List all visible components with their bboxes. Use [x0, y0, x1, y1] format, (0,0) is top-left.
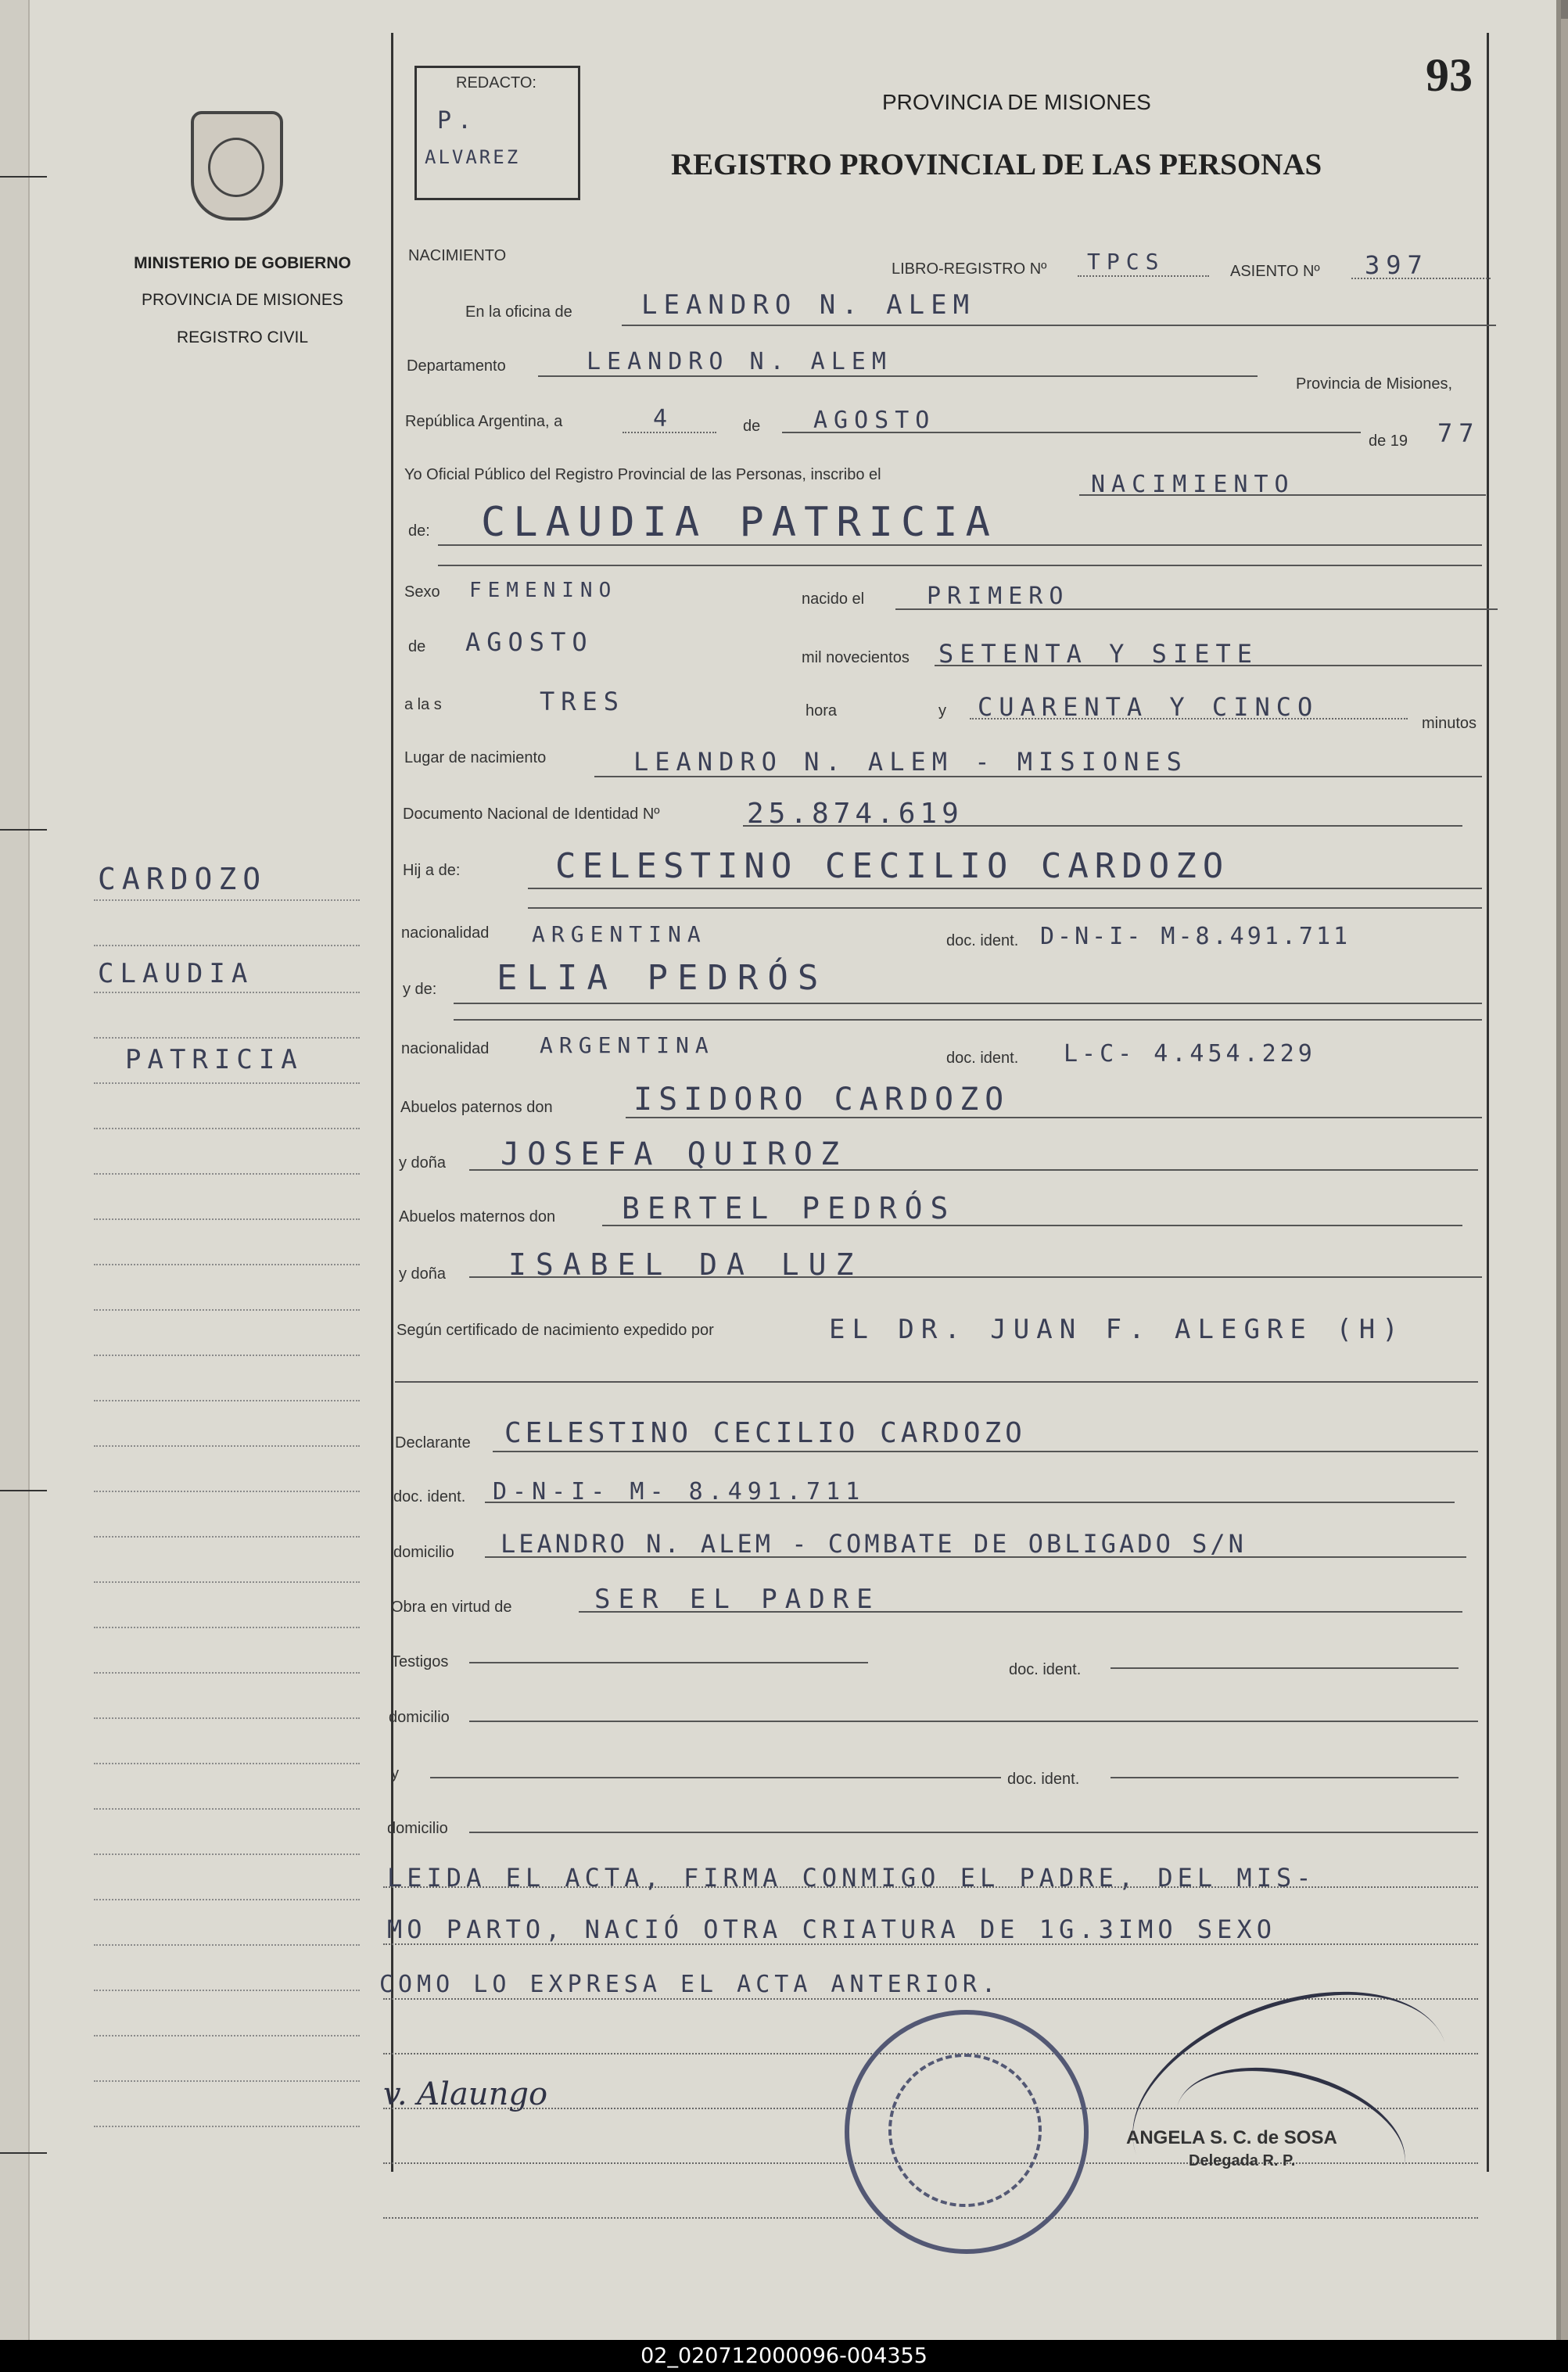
yde-label: y de: [403, 981, 437, 998]
certificado-value: EL DR. JUAN F. ALEGRE (H) [829, 1314, 1405, 1345]
nac-padre-value: ARGENTINA [532, 921, 707, 947]
footer-code: 02_020712000096-004355 [640, 2344, 928, 2368]
footer-bar [0, 2340, 1568, 2372]
dona-pat-label: y doña [399, 1154, 447, 1172]
dni-label: Documento Nacional de Identidad Nº [403, 806, 660, 823]
testigo2-domicilio-label: domicilio [387, 1820, 448, 1837]
abuelo-mat-value: BERTEL PEDRÓS [622, 1191, 956, 1225]
ministry-title: MINISTERIO DE GOBIERNO [134, 254, 351, 272]
redacto-value-2: ALVAREZ [425, 146, 521, 168]
testigos-doc-label: doc. ident. [1009, 1661, 1082, 1678]
dia-value: 4 [653, 405, 674, 432]
mil-label: mil novecientos [802, 649, 910, 666]
doc-madre-value: L-C- 4.454.229 [1064, 1040, 1316, 1068]
provincia-misiones-label: Provincia de Misiones, [1296, 375, 1453, 393]
oficial-cargo: Delegada R. P. [1189, 2152, 1296, 2169]
declarante-signature: v. Alaungo [383, 2076, 548, 2112]
certificado-label: Según certificado de nacimiento expedido por [396, 1322, 714, 1339]
nota-line-1: LEIDA EL ACTA, FIRMA CONMIGO EL PADRE, DEL MIS- [387, 1863, 1316, 1893]
domicilio-label: domicilio [393, 1544, 454, 1561]
domicilio-value: LEANDRO N. ALEM - COMBATE DE OBLIGADO S/N [501, 1529, 1247, 1559]
obra-value: SER EL PADRE [594, 1584, 881, 1615]
libro-label: LIBRO-REGISTRO Nº [892, 260, 1047, 278]
obra-label: Obra en virtud de [391, 1599, 512, 1616]
ministry-civil: REGISTRO CIVIL [176, 328, 309, 346]
mes2-value: AGOSTO [465, 627, 594, 657]
nac-madre-value: ARGENTINA [540, 1032, 715, 1058]
minutos-label: minutos [1422, 715, 1477, 732]
doc-padre-label: doc. ident. [946, 932, 1019, 949]
nacido-value: PRIMERO [927, 583, 1070, 610]
oficial-label: Yo Oficial Público del Registro Provincial de las Personas, inscribo el [404, 466, 881, 483]
libro-value: TPCS [1087, 249, 1165, 275]
inscribo-value: NACIMIENTO [1091, 471, 1295, 498]
redacto-label: REDACTO: [456, 74, 536, 92]
margin-name2: PATRICIA [125, 1044, 303, 1075]
lugar-value: LEANDRO N. ALEM - MISIONES [633, 747, 1188, 777]
mes-value: AGOSTO [813, 407, 936, 434]
dona-mat-label: y doña [399, 1265, 447, 1283]
de-label: de [743, 418, 761, 435]
oficina-label: En la oficina de [465, 303, 572, 321]
asiento-value: 397 [1365, 250, 1429, 280]
doc-madre-label: doc. ident. [946, 1050, 1019, 1067]
ministry-province: PROVINCIA DE MISIONES [142, 291, 343, 309]
binding-tick [0, 2152, 47, 2154]
anio-value: SETENTA Y SIETE [938, 639, 1258, 669]
alas-label: a la s [404, 696, 442, 713]
departamento-label: Departamento [407, 357, 506, 375]
binding-edge [0, 0, 30, 2346]
nombre-value: CLAUDIA PATRICIA [481, 499, 998, 546]
testigo1-domicilio-label: domicilio [389, 1709, 450, 1726]
padre-value: CELESTINO CECILIO CARDOZO [555, 846, 1230, 886]
binding-tick [0, 1490, 47, 1491]
sexo-label: Sexo [404, 583, 440, 601]
nacionalidad-padre-label: nacionalidad [401, 924, 490, 942]
de-year-label: de 19 [1369, 432, 1408, 450]
margin-name1: CLAUDIA [98, 958, 254, 989]
official-seal-icon [845, 2010, 1089, 2254]
redacto-box [414, 66, 580, 200]
declarante-value: CELESTINO CECILIO CARDOZO [504, 1417, 1026, 1449]
declarante-label: Declarante [395, 1434, 471, 1452]
margin-surname: CARDOZO [98, 862, 267, 896]
sexo-value: FEMENINO [469, 579, 618, 602]
binding-tick [0, 176, 47, 178]
nacido-label: nacido el [802, 590, 865, 608]
oficina-value: LEANDRO N. ALEM [641, 289, 976, 321]
de-nombre-label: de: [408, 522, 430, 540]
page-number: 93 [1426, 49, 1473, 101]
hora-value: TRES [540, 687, 626, 716]
y2-label: y [391, 1765, 399, 1782]
hora-label: hora [806, 702, 838, 719]
registry-title: REGISTRO PROVINCIAL DE LAS PERSONAS [671, 148, 1322, 181]
de2-label: de [408, 638, 426, 655]
doc-decl-value: D-N-I- M- 8.491.711 [493, 1478, 866, 1505]
departamento-value: LEANDRO N. ALEM [587, 348, 892, 375]
abuela-pat-value: JOSEFA QUIROZ [501, 1136, 848, 1172]
madre-value: ELIA PEDRÓS [497, 958, 828, 998]
nacionalidad-madre-label: nacionalidad [401, 1040, 490, 1057]
coat-of-arms-icon [191, 111, 283, 221]
minutos-value: CUARENTA Y CINCO [978, 692, 1319, 722]
nota-line-3: COMO LO EXPRESA EL ACTA ANTERIOR. [379, 1971, 1001, 1998]
lugar-label: Lugar de nacimiento [404, 749, 547, 766]
doc-padre-value: D-N-I- M-8.491.711 [1040, 923, 1351, 950]
redacto-value-1: P. [437, 107, 479, 135]
republica-label: República Argentina, a [405, 413, 563, 430]
dni-value: 25.874.619 [747, 798, 963, 830]
testigo2-doc-label: doc. ident. [1007, 1771, 1080, 1788]
oficial-nombre: ANGELA S. C. de SOSA [1126, 2127, 1337, 2148]
year-value: 77 [1437, 418, 1480, 448]
doc-decl-label: doc. ident. [393, 1488, 466, 1505]
binding-tick [0, 829, 47, 831]
hija-label: Hij a de: [403, 862, 461, 879]
abuela-mat-value: ISABEL DA LUZ [508, 1247, 863, 1282]
abuelos-mat-label: Abuelos maternos don [399, 1208, 556, 1225]
abuelos-pat-label: Abuelos paternos don [400, 1099, 553, 1116]
testigos-label: Testigos [391, 1653, 449, 1670]
abuelo-pat-value: ISIDORO CARDOZO [633, 1082, 1010, 1118]
province-title: PROVINCIA DE MISIONES [882, 90, 1151, 114]
asiento-label: ASIENTO Nº [1230, 263, 1320, 280]
y-label: y [938, 702, 946, 719]
nacimiento-label: NACIMIENTO [408, 247, 507, 264]
nota-line-2: MO PARTO, NACIÓ OTRA CRIATURA DE 1G.3IMO SEXO [387, 1914, 1276, 1944]
